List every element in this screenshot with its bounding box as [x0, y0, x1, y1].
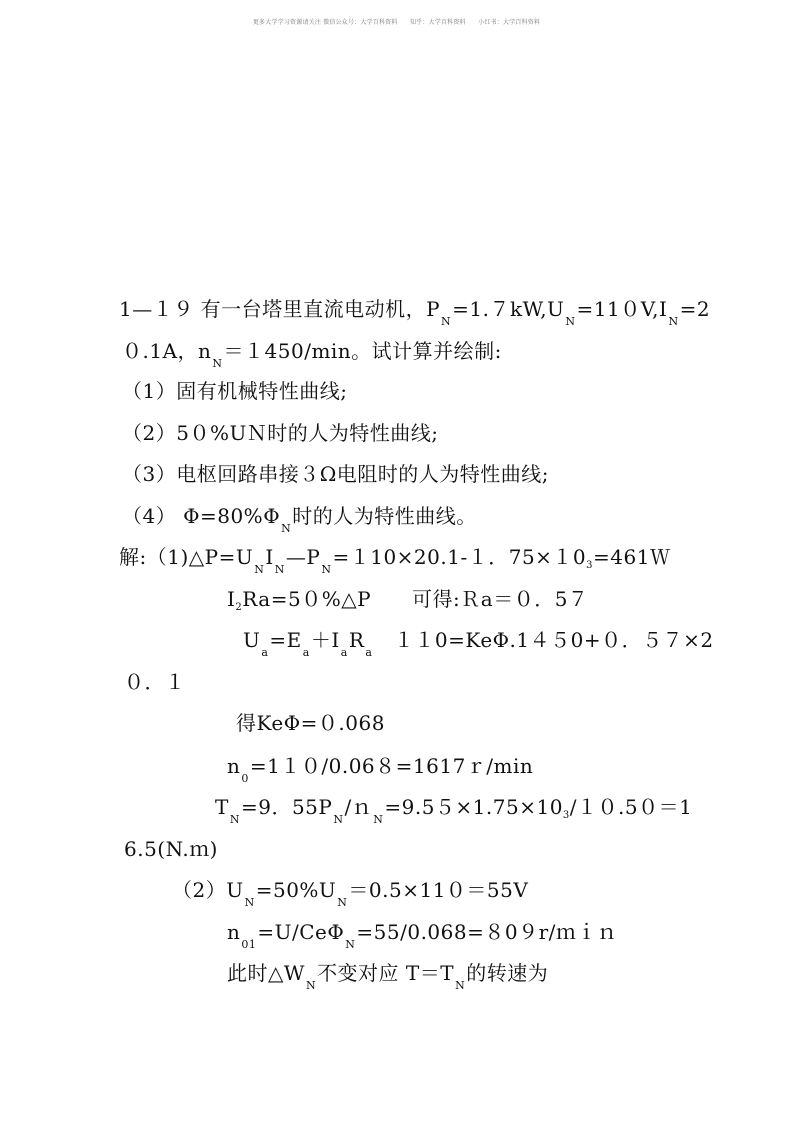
subscript: N [254, 563, 265, 576]
page-header: 更多大学学习资源请关注 微信公众号：大学百科资料 知乎：大学百科资料 小红书：大学百科资料 [252, 19, 541, 26]
text: １１0=KeΦ.1４５0+０．５７×2 [373, 628, 714, 652]
superscript: 3 [586, 560, 594, 571]
text: =11０V,I [576, 297, 668, 321]
subscript: N [212, 357, 223, 370]
text: =50%U [255, 878, 337, 902]
text: ０.1A，n [122, 339, 212, 363]
text: （4） Φ=80%Φ [122, 504, 281, 528]
text: Ra=5０%△P 可得:Ｒa＝０．5７ [242, 587, 589, 611]
solution-line-9 [172, 878, 528, 915]
text: n [227, 754, 241, 778]
text: 不变对应 T＝T [317, 961, 455, 985]
solution-line-6 [227, 754, 533, 791]
subscript: 0 [241, 772, 249, 785]
text: =2 [679, 297, 711, 321]
subscript: N [668, 315, 679, 328]
subscript: N [373, 813, 384, 826]
text: —P [285, 545, 321, 569]
text: =55/0.068=８0９r/ｍｉｎ [356, 920, 618, 944]
text: =1.７kW,U [452, 297, 565, 321]
subscript: N [565, 315, 576, 328]
text: 1—１９ 有一台塔里直流电动机，P [119, 297, 441, 321]
solution-line-10 [227, 920, 617, 957]
text: I [227, 587, 236, 611]
subscript: N [333, 813, 344, 826]
text: 解:（1)△P=U [119, 545, 254, 569]
text: 此时△W [227, 961, 305, 985]
text: R [348, 628, 365, 652]
subscript: N [345, 938, 356, 951]
solution-line-7 [215, 795, 692, 832]
solution-line-11 [227, 961, 548, 998]
text: =E [269, 628, 302, 652]
text: =U/CeΦ [257, 920, 345, 944]
solution-line-8: 6.5(N.ｍ) [124, 837, 218, 861]
subscript: N [321, 563, 332, 576]
text: =9.5５×1.75×10 [384, 795, 563, 819]
solution-line-2 [227, 587, 588, 620]
problem-item-3: （3）电枢回路串接３Ω电阻时的人为特性曲线; [122, 462, 550, 486]
text: =１10×20.1-１．75×１0 [332, 545, 587, 569]
text: =461Ｗ [593, 545, 671, 569]
subscript: N [244, 896, 255, 909]
text: =1１０/0.06８=1617ｒ/min [249, 754, 534, 778]
solution-line-3 [243, 628, 714, 665]
problem-line-1 [119, 297, 710, 334]
text: 的转速为 [466, 961, 549, 985]
text: U [243, 628, 261, 652]
text: ＝１450/min。试计算并绘制: [223, 339, 502, 363]
subscript: N [441, 315, 452, 328]
solution-line-1 [119, 545, 670, 582]
text: ＝0.5×11０＝55V [348, 878, 529, 902]
subscript: N [274, 563, 285, 576]
subscript: a [302, 646, 310, 659]
problem-item-1: （1）固有机械特性曲线; [122, 379, 348, 403]
solution-line-5: 得KeΦ=０.068 [236, 711, 385, 735]
subscript: a [340, 646, 348, 659]
text: T [215, 795, 229, 819]
superscript: 2 [235, 602, 243, 613]
text: I [265, 545, 274, 569]
subscript: N [455, 979, 466, 992]
text: /ｎ [344, 795, 373, 819]
subscript: a [261, 646, 269, 659]
text: ＋I [310, 628, 340, 652]
problem-line-2 [122, 339, 502, 376]
subscript: N [305, 979, 317, 992]
text: （2）U [172, 878, 244, 902]
text: n [227, 920, 241, 944]
subscript: N [281, 522, 292, 535]
subscript: 01 [241, 938, 257, 951]
superscript: 3 [562, 810, 570, 821]
problem-item-4 [122, 504, 477, 541]
subscript: a [365, 646, 373, 659]
subscript: N [229, 813, 240, 826]
text: /１０.5０＝1 [569, 795, 693, 819]
solution-line-4: ０．１ [124, 670, 186, 694]
text: =9．55P [240, 795, 333, 819]
problem-item-2: （2）5０%UＮ时的人为特性曲线; [122, 421, 439, 445]
text: 时的人为特性曲线。 [292, 504, 477, 528]
subscript: N [337, 896, 348, 909]
